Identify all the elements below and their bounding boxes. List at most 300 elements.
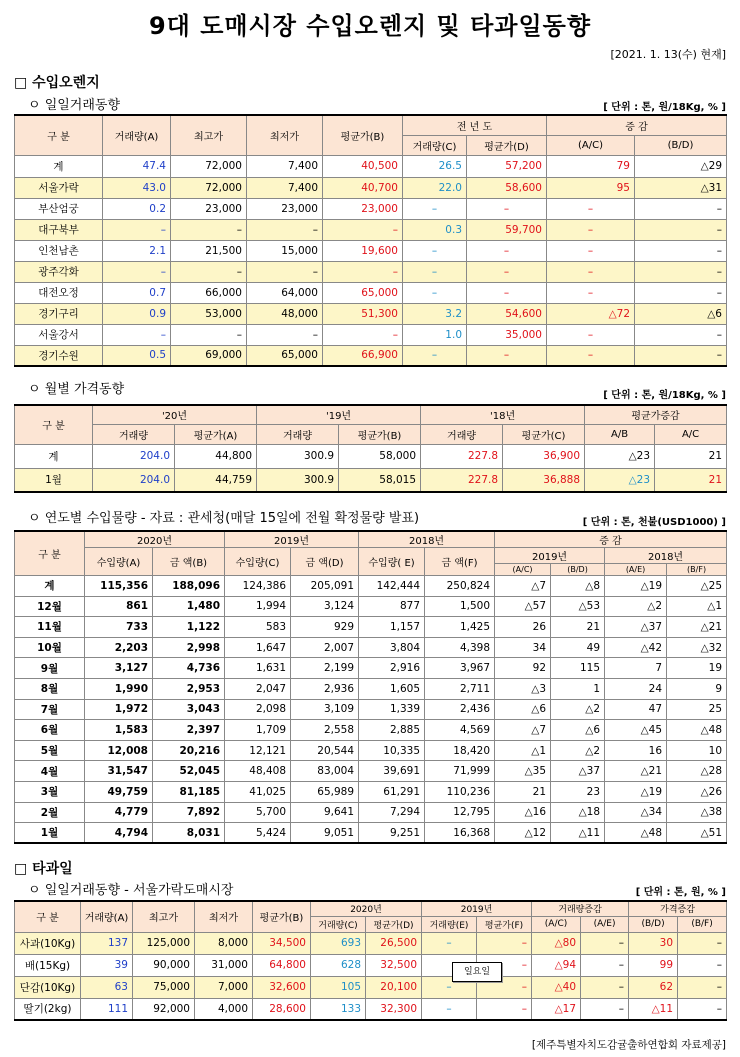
- cell-ae: 24: [605, 678, 667, 699]
- cell-avg-d: 57,200: [467, 155, 547, 177]
- cell-qty-e: 61,291: [359, 781, 425, 802]
- cell-bd: △53: [551, 596, 605, 617]
- month-name: 6월: [15, 720, 85, 741]
- col-change: 증 감: [547, 115, 727, 135]
- cell-amt-d: 929: [291, 617, 359, 638]
- cell-max: 92,000: [133, 998, 195, 1020]
- cell-vol-18: 227.8: [421, 444, 503, 468]
- market-name: 인천남촌: [15, 240, 103, 261]
- cell-vol-c: –: [403, 198, 467, 219]
- cell-bd: –: [635, 324, 727, 345]
- cell-min: –: [247, 219, 323, 240]
- cell-ac: △7: [495, 720, 551, 741]
- cell-max: 90,000: [133, 954, 195, 976]
- cell-vol-c: –: [403, 282, 467, 303]
- cell-qty-a: 4,794: [85, 823, 153, 844]
- cell-amt-f: 2,711: [425, 678, 495, 699]
- cell-bd: △2: [551, 699, 605, 720]
- cell-qty-e: 1,339: [359, 699, 425, 720]
- cell-bf: △1: [667, 596, 727, 617]
- cell-ae: △45: [605, 720, 667, 741]
- cell-min: 7,000: [195, 976, 253, 998]
- cell-vol-c: 22.0: [403, 177, 467, 198]
- table-row: [15, 596, 727, 617]
- cell-qty-c: 1,631: [225, 658, 291, 679]
- market-name: 대전오정: [15, 282, 103, 303]
- month-name: 5월: [15, 740, 85, 761]
- table-row: [15, 781, 727, 802]
- cell-avg-d: –: [467, 261, 547, 282]
- cell-ae: –: [581, 976, 629, 998]
- source-footer: [제주특별자치도감귤출하연합회 자료제공]: [531, 1039, 726, 1051]
- cell-bd: △11: [629, 998, 678, 1020]
- y-col-2018: 2018년: [359, 531, 495, 548]
- daily-orange-table: [14, 114, 727, 367]
- cell-ac: –: [547, 324, 635, 345]
- cell-qty-e: 877: [359, 596, 425, 617]
- cell-avg-c: 36,888: [503, 468, 585, 492]
- page-title: 9대 도매시장 수입오렌지 및 타과일동향: [148, 12, 592, 40]
- table-row: [15, 954, 727, 976]
- cell-amt-d: 9,051: [291, 823, 359, 844]
- cell-max: 75,000: [133, 976, 195, 998]
- cell-qty-c: 12,121: [225, 740, 291, 761]
- table-row: [15, 932, 727, 954]
- cell-bd: –: [635, 261, 727, 282]
- table-row: [15, 324, 727, 345]
- cell-vol-19: 300.9: [257, 468, 339, 492]
- fruit-unit: [ 단위 : 톤, 원, % ]: [635, 887, 726, 898]
- cell-avg-d: –: [467, 240, 547, 261]
- cell-qty-a: 12,008: [85, 740, 153, 761]
- cell-vol-c: 105: [311, 976, 366, 998]
- cell-avg-b: –: [323, 324, 403, 345]
- cell-avg-b: 66,900: [323, 345, 403, 366]
- f-col-2019: 2019년: [422, 901, 532, 916]
- cell-qty-e: 10,335: [359, 740, 425, 761]
- cell-max: 21,500: [171, 240, 247, 261]
- cell-avg-f: –: [477, 932, 532, 954]
- cell-qty-e: 39,691: [359, 761, 425, 782]
- cell-ac: –: [547, 282, 635, 303]
- cell-bf: 9: [667, 678, 727, 699]
- month-name: 2월: [15, 802, 85, 823]
- cell-bd: △6: [551, 720, 605, 741]
- cell-bd: △6: [635, 303, 727, 324]
- cell-avg-b: 40,500: [323, 155, 403, 177]
- cell-avg-b: 65,000: [323, 282, 403, 303]
- cell-qty-c: 5,424: [225, 823, 291, 844]
- cell-avg-d: 20,100: [366, 976, 422, 998]
- cell-vol-a: 47.4: [103, 155, 171, 177]
- cell-avg-f: –: [477, 976, 532, 998]
- cell-qty-c: 583: [225, 617, 291, 638]
- cell-ac: △3: [495, 678, 551, 699]
- table-row: [15, 240, 727, 261]
- cell-avg-d: 26,500: [366, 932, 422, 954]
- cell-bd: 115: [551, 658, 605, 679]
- col-min: 최저가: [247, 115, 323, 155]
- cell-min: 64,000: [247, 282, 323, 303]
- y-col-2019: 2019년: [225, 531, 359, 548]
- m-col-avg-b: 평균가(B): [339, 424, 421, 444]
- yearly-subtitle: ㅇ 연도별 수입물량 - 자료 : 관세청(매달 15일에 전월 확정물량 발표): [28, 511, 420, 526]
- col-max: 최고가: [171, 115, 247, 155]
- f-col-bd: (B/D): [629, 916, 678, 932]
- cell-amt-d: 2,199: [291, 658, 359, 679]
- cell-bd: △11: [551, 823, 605, 844]
- monthly-subtitle: ㅇ 월별 가격동향: [28, 382, 125, 397]
- f-col-ae: (A/E): [581, 916, 629, 932]
- yearly-import-table: [14, 530, 727, 844]
- cell-qty-a: 1,990: [85, 678, 153, 699]
- cell-min: –: [247, 324, 323, 345]
- cell-ae: –: [581, 932, 629, 954]
- col-avg-d: 평균가(D): [467, 135, 547, 155]
- cell-avg-a: 44,800: [175, 444, 257, 468]
- cell-bf: 25: [667, 699, 727, 720]
- cell-vol-c: 0.3: [403, 219, 467, 240]
- cell-avg-d: –: [467, 282, 547, 303]
- table-row: [15, 444, 727, 468]
- month-name: 1월: [15, 823, 85, 844]
- fruit-name: 딸기(2kg): [15, 998, 81, 1020]
- cell-qty-a: 2,203: [85, 637, 153, 658]
- cell-amt-d: 2,558: [291, 720, 359, 741]
- fruit-name: 사과(10Kg): [15, 932, 81, 954]
- cell-qty-c: 1,647: [225, 637, 291, 658]
- cell-avg-f: –: [477, 954, 532, 976]
- cell-vol-a: 2.1: [103, 240, 171, 261]
- cell-avg-d: 58,600: [467, 177, 547, 198]
- cell-max: 72,000: [171, 177, 247, 198]
- cell-qty-e: 1,605: [359, 678, 425, 699]
- cell-qty-e: 1,157: [359, 617, 425, 638]
- y-col-af: 금 액(F): [425, 548, 495, 576]
- table-row: [15, 823, 727, 844]
- cell-ae: △34: [605, 802, 667, 823]
- cell-ae: 47: [605, 699, 667, 720]
- table-row: [15, 740, 727, 761]
- cell-amt-b: 3,043: [153, 699, 225, 720]
- daily-subtitle: ㅇ 일일거래동향: [28, 98, 121, 113]
- cell-amt-d: 205,091: [291, 576, 359, 597]
- cell-max: –: [171, 324, 247, 345]
- cell-bf: –: [678, 976, 727, 998]
- cell-vol-e: –: [422, 976, 477, 998]
- cell-ac: △16: [495, 802, 551, 823]
- cell-amt-f: 2,436: [425, 699, 495, 720]
- cell-qty-c: 124,386: [225, 576, 291, 597]
- cell-amt-b: 1,122: [153, 617, 225, 638]
- cell-qty-c: 2,047: [225, 678, 291, 699]
- cell-qty-a: 4,779: [85, 802, 153, 823]
- cell-bd: △2: [551, 740, 605, 761]
- cell-ae: △21: [605, 761, 667, 782]
- cell-qty-a: 733: [85, 617, 153, 638]
- cell-vol-c: –: [403, 261, 467, 282]
- market-name: 경기구리: [15, 303, 103, 324]
- cell-vol-a: 0.2: [103, 198, 171, 219]
- market-name: 대구북부: [15, 219, 103, 240]
- cell-amt-f: 250,824: [425, 576, 495, 597]
- cell-amt-d: 65,989: [291, 781, 359, 802]
- cell-max: 72,000: [171, 155, 247, 177]
- cell-qty-c: 48,408: [225, 761, 291, 782]
- cell-vol-a: 63: [81, 976, 133, 998]
- cell-ae: △19: [605, 576, 667, 597]
- cell-avg-b: 28,600: [253, 998, 311, 1020]
- cell-ac: △1: [495, 740, 551, 761]
- cell-bd: 23: [551, 781, 605, 802]
- f-col-vol-a: 거래량(A): [81, 901, 133, 932]
- col-gubun: 구 분: [15, 115, 103, 155]
- cell-vol-a: 43.0: [103, 177, 171, 198]
- table-row: [15, 282, 727, 303]
- f-col-gubun: 구 분: [15, 901, 81, 932]
- cell-amt-b: 8,031: [153, 823, 225, 844]
- table-row: [15, 576, 727, 597]
- y-col-r-bf: (B/F): [667, 564, 727, 576]
- cell-avg-b: 64,800: [253, 954, 311, 976]
- m-col-y19: '19년: [257, 405, 421, 424]
- cell-min: 48,000: [247, 303, 323, 324]
- f-col-avg-d: 평균가(D): [366, 916, 422, 932]
- cell-amt-b: 2,998: [153, 637, 225, 658]
- table-row: [15, 219, 727, 240]
- cell-bf: 19: [667, 658, 727, 679]
- y-col-qa: 수입량(A): [85, 548, 153, 576]
- cell-max: 125,000: [133, 932, 195, 954]
- report-date: [2021. 1. 13(수) 현재]: [610, 48, 726, 61]
- sunday-note-popup: 일요일: [452, 962, 502, 982]
- cell-max: 66,000: [171, 282, 247, 303]
- cell-ac: 21: [655, 444, 727, 468]
- cell-ac: △35: [495, 761, 551, 782]
- f-col-max: 최고가: [133, 901, 195, 932]
- f-col-vol-e: 거래량(E): [422, 916, 477, 932]
- month-name: 계: [15, 576, 85, 597]
- m-col-vol18: 거래량: [421, 424, 503, 444]
- col-vol-a: 거래량(A): [103, 115, 171, 155]
- cell-bd: –: [635, 240, 727, 261]
- section-title-other-fruit: □ 타과일: [14, 861, 73, 877]
- cell-ac: △57: [495, 596, 551, 617]
- cell-avg-b: 34,500: [253, 932, 311, 954]
- cell-amt-b: 20,216: [153, 740, 225, 761]
- cell-ac: △80: [532, 932, 581, 954]
- fruit-name: 배(15Kg): [15, 954, 81, 976]
- cell-amt-d: 3,124: [291, 596, 359, 617]
- m-col-y18: '18년: [421, 405, 585, 424]
- cell-vol-a: 39: [81, 954, 133, 976]
- cell-ac: △6: [495, 699, 551, 720]
- cell-min: 23,000: [247, 198, 323, 219]
- cell-amt-f: 12,795: [425, 802, 495, 823]
- cell-avg-b: 19,600: [323, 240, 403, 261]
- table-row: [15, 637, 727, 658]
- cell-amt-f: 71,999: [425, 761, 495, 782]
- cell-ac: –: [547, 345, 635, 366]
- table-row: [15, 658, 727, 679]
- cell-qty-a: 3,127: [85, 658, 153, 679]
- y-col-qc: 수입량(C): [225, 548, 291, 576]
- y-col-ab: 금 액(B): [153, 548, 225, 576]
- month-name: 3월: [15, 781, 85, 802]
- cell-qty-a: 31,547: [85, 761, 153, 782]
- cell-ac: 95: [547, 177, 635, 198]
- f-col-avg-f: 평균가(F): [477, 916, 532, 932]
- cell-vol-c: 693: [311, 932, 366, 954]
- y-col-r-bd: (B/D): [551, 564, 605, 576]
- cell-qty-c: 2,098: [225, 699, 291, 720]
- col-avg-b: 평균가(B): [323, 115, 403, 155]
- cell-bf: –: [678, 998, 727, 1020]
- month-name: 12월: [15, 596, 85, 617]
- market-name: 부산엄궁: [15, 198, 103, 219]
- cell-max: 69,000: [171, 345, 247, 366]
- cell-vol-a: –: [103, 261, 171, 282]
- cell-avg-c: 36,900: [503, 444, 585, 468]
- y-col-c2019: 2019년: [495, 548, 605, 564]
- cell-qty-c: 5,700: [225, 802, 291, 823]
- cell-avg-f: –: [477, 998, 532, 1020]
- table-row: [15, 261, 727, 282]
- cell-amt-b: 81,185: [153, 781, 225, 802]
- table-row: [15, 699, 727, 720]
- cell-vol-c: 3.2: [403, 303, 467, 324]
- cell-avg-b: 23,000: [323, 198, 403, 219]
- y-col-c2018: 2018년: [605, 548, 727, 564]
- cell-max: 53,000: [171, 303, 247, 324]
- cell-bd: 49: [551, 637, 605, 658]
- col-vol-c: 거래량(C): [403, 135, 467, 155]
- month-name: 8월: [15, 678, 85, 699]
- cell-bd: –: [635, 219, 727, 240]
- m-col-change: 평균가증감: [585, 405, 727, 424]
- month-name: 4월: [15, 761, 85, 782]
- cell-vol-a: 0.9: [103, 303, 171, 324]
- cell-min: –: [247, 261, 323, 282]
- cell-bf: △21: [667, 617, 727, 638]
- cell-amt-d: 9,641: [291, 802, 359, 823]
- cell-ae: –: [581, 954, 629, 976]
- cell-avg-b: 32,600: [253, 976, 311, 998]
- cell-avg-b: 58,015: [339, 468, 421, 492]
- month-name: 1월: [15, 468, 93, 492]
- cell-vol-e: –: [422, 998, 477, 1020]
- cell-vol-c: 628: [311, 954, 366, 976]
- cell-ac: 21: [655, 468, 727, 492]
- cell-vol-a: 0.5: [103, 345, 171, 366]
- col-prev-year: 전 년 도: [403, 115, 547, 135]
- cell-ae: △19: [605, 781, 667, 802]
- cell-ac: 26: [495, 617, 551, 638]
- cell-amt-b: 2,397: [153, 720, 225, 741]
- cell-amt-f: 18,420: [425, 740, 495, 761]
- market-name: 광주각화: [15, 261, 103, 282]
- cell-amt-d: 3,109: [291, 699, 359, 720]
- y-col-change: 증 감: [495, 531, 727, 548]
- cell-amt-f: 16,368: [425, 823, 495, 844]
- cell-ac: △72: [547, 303, 635, 324]
- cell-amt-d: 83,004: [291, 761, 359, 782]
- cell-avg-b: –: [323, 219, 403, 240]
- cell-amt-b: 2,953: [153, 678, 225, 699]
- cell-amt-d: 2,007: [291, 637, 359, 658]
- cell-qty-e: 2,916: [359, 658, 425, 679]
- cell-qty-a: 49,759: [85, 781, 153, 802]
- cell-vol-a: –: [103, 324, 171, 345]
- table-row: [15, 468, 727, 492]
- cell-ac: 79: [547, 155, 635, 177]
- cell-vol-20: 204.0: [93, 468, 175, 492]
- cell-bf: –: [678, 932, 727, 954]
- col-ac: (A/C): [547, 135, 635, 155]
- cell-amt-b: 4,736: [153, 658, 225, 679]
- cell-avg-d: –: [467, 198, 547, 219]
- cell-min: 15,000: [247, 240, 323, 261]
- m-col-ab: A/B: [585, 424, 655, 444]
- table-row: [15, 198, 727, 219]
- cell-qty-c: 1,709: [225, 720, 291, 741]
- cell-qty-a: 861: [85, 596, 153, 617]
- cell-bf: △25: [667, 576, 727, 597]
- market-name: 경기수원: [15, 345, 103, 366]
- table-row: [15, 303, 727, 324]
- cell-avg-d: 35,000: [467, 324, 547, 345]
- cell-ac: △94: [532, 954, 581, 976]
- cell-bf: △48: [667, 720, 727, 741]
- cell-bd: △37: [551, 761, 605, 782]
- cell-amt-f: 1,425: [425, 617, 495, 638]
- cell-vol-20: 204.0: [93, 444, 175, 468]
- cell-amt-f: 110,236: [425, 781, 495, 802]
- y-col-r-ae: (A/E): [605, 564, 667, 576]
- cell-bd: △31: [635, 177, 727, 198]
- cell-bd: 30: [629, 932, 678, 954]
- table-row: [15, 802, 727, 823]
- cell-bd: 1: [551, 678, 605, 699]
- cell-qty-a: 115,356: [85, 576, 153, 597]
- cell-vol-c: 26.5: [403, 155, 467, 177]
- table-row: [15, 761, 727, 782]
- month-name: 7월: [15, 699, 85, 720]
- month-name: 11월: [15, 617, 85, 638]
- cell-ac: △12: [495, 823, 551, 844]
- cell-amt-d: 20,544: [291, 740, 359, 761]
- cell-min: 7,400: [247, 177, 323, 198]
- y-col-qe: 수입량( E): [359, 548, 425, 576]
- m-col-ac: A/C: [655, 424, 727, 444]
- cell-bd: –: [635, 282, 727, 303]
- cell-avg-d: –: [467, 345, 547, 366]
- market-name: 계: [15, 155, 103, 177]
- cell-vol-e: –: [422, 932, 477, 954]
- cell-bf: △51: [667, 823, 727, 844]
- m-col-vol20: 거래량: [93, 424, 175, 444]
- cell-vol-a: –: [103, 219, 171, 240]
- cell-amt-f: 4,569: [425, 720, 495, 741]
- cell-avg-d: 32,500: [366, 954, 422, 976]
- f-col-price-change: 가격증감: [629, 901, 727, 916]
- cell-bf: △28: [667, 761, 727, 782]
- table-row: [15, 177, 727, 198]
- cell-vol-c: –: [403, 345, 467, 366]
- cell-bf: 10: [667, 740, 727, 761]
- cell-amt-b: 1,480: [153, 596, 225, 617]
- cell-min: 31,000: [195, 954, 253, 976]
